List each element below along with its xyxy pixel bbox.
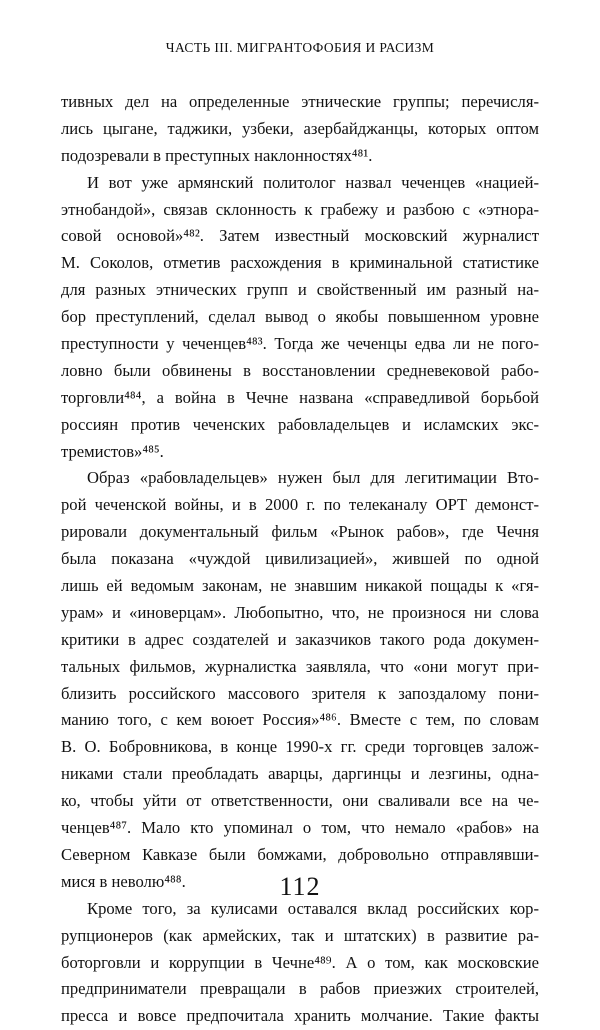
text-line: ловно были обвинены в восстановлении средневековой рабо- (61, 360, 539, 380)
text-line: тивных дел на определенные этнические группы; перечисля- (61, 92, 539, 111)
text-line: ко, чтобы уйти от ответственности, они сваливали все на че- (61, 791, 539, 811)
text-line: никами стали преобладать аварцы, даргинцы и лезгины, одна- (61, 764, 539, 784)
text-line: подозревали в преступных наклонностях⁴⁸¹. (61, 145, 373, 165)
page-number: 112 (279, 872, 321, 901)
text-line: пресса и вовсе предпочитала хранить молчание. Такие факты (61, 1006, 539, 1026)
text-line: этнобандой», связав склонность к грабежу и разбою с «этнора- (61, 199, 539, 219)
text-line: рировали документальный фильм «Рынок рабов», где Чечня (61, 522, 539, 542)
text-line: Северном Кавказе были бомжами, добровольно отправлявши- (61, 844, 539, 864)
text-line: преступности у чеченцев⁴⁸³. Тогда же чеченцы едва ли не пого- (61, 334, 539, 354)
text-line: близить российского массового зрителя к запоздалому пони- (61, 683, 539, 703)
text-line: рой чеченской войны, и в 2000 г. по телеканалу ОРТ демонст- (61, 495, 539, 515)
text-line: ченцев⁴⁸⁷. Мало кто упоминал о том, что немало «рабов» на (61, 818, 539, 838)
text-line: лись цыгане, таджики, узбеки, азербайджанцы, которых оптом (61, 118, 539, 138)
text-line: торговли⁴⁸⁴, а война в Чечне названа «справедливой борьбой (61, 387, 539, 407)
text-line: для разных этнических групп и свойственный им разный на- (61, 280, 539, 300)
paragraph-first-line: И вот уже армянский политолог назвал чеченцев «нацией- (87, 172, 539, 192)
text-line: М. Соколов, отметив расхождения в криминальной статистике (61, 253, 539, 273)
text-line: лишь ей ведомым законам, не знавшим никакой пощады к «гя- (61, 576, 539, 596)
text-line: В. О. Бобровникова, в конце 1990-х гг. среди торговцев залож- (61, 737, 539, 757)
text-line: боторговли и коррупции в Чечне⁴⁸⁹. А о том, как московские (61, 952, 539, 972)
running-head: ЧАСТЬ III. МИГРАНТОФОБИЯ И РАСИЗМ (165, 40, 435, 55)
text-line: россиян против чеченских рабовладельцев и исламских экс- (61, 414, 539, 434)
text-line: была показана «чуждой цивилизацией», жившей по одной (61, 549, 539, 569)
paragraph-first-line: Кроме того, за кулисами оставался вклад российских кор- (87, 898, 539, 918)
paragraph-first-line: Образ «рабовладельцев» нужен был для легитимации Вто- (87, 468, 539, 488)
text-line: предприниматели превращали в рабов приезжих строителей, (61, 979, 539, 999)
text-line: критики в адрес создателей и заказчиков такого рода докумен- (61, 629, 539, 649)
text-line: мися в неволю⁴⁸⁸. (61, 871, 186, 891)
text-line: урам» и «иноверцам». Любопытно, что, не произнося ни слова (61, 602, 539, 622)
text-line: рупционеров (как армейских, так и штатских) в развитие ра- (61, 925, 539, 945)
text-line: манию того, с кем воюет Россия»⁴⁸⁶. Вместе с тем, по словам (61, 710, 539, 730)
text-line: бор преступлений, сделал вывод о якобы повышенном уровне (61, 307, 539, 327)
text-line: совой основой»⁴⁸². Затем известный московский журналист (61, 226, 539, 246)
text-line: тремистов»⁴⁸⁵. (61, 441, 164, 461)
text-line: тальных фильмов, журналистка заявляла, что «они могут при- (61, 656, 539, 676)
